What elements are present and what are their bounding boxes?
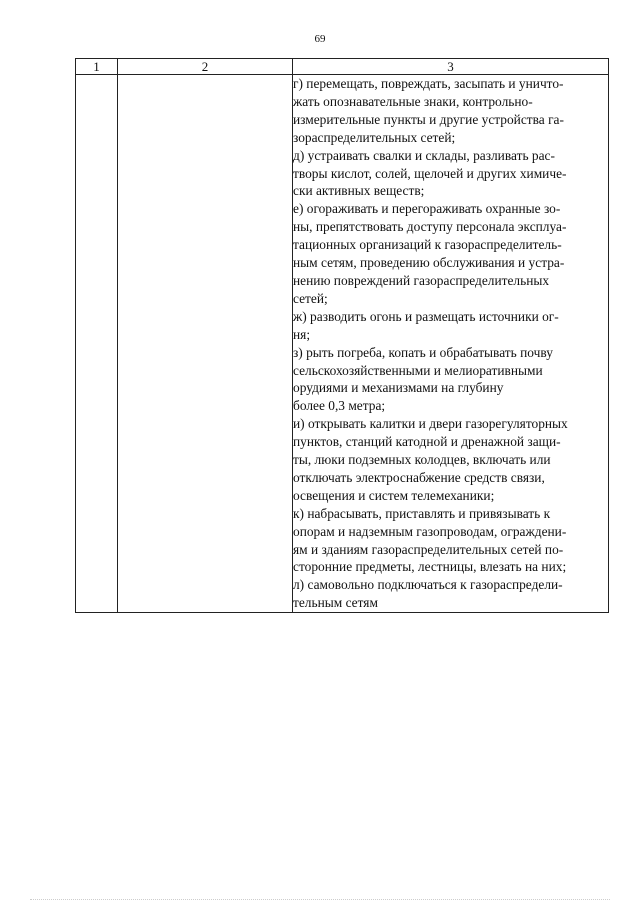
text-line: ня;: [293, 326, 311, 342]
text-line: тельным сетям: [293, 595, 378, 611]
column-header-2: 2: [118, 59, 293, 75]
text-line: д) устраивать свалки и склады, разливать рас-: [293, 147, 555, 163]
text-line: ны, препятствовать доступу персонала эксплуа-: [293, 219, 567, 235]
text-line: сельскохозяйственными и мелиоративными: [293, 362, 543, 378]
text-line: ям и зданиям газораспределительных сетей по-: [293, 541, 564, 557]
document-table: [75, 58, 609, 613]
text-line: опорам и надземным газопроводам, ограждени-: [293, 523, 567, 539]
text-line: орудиями и механизмами на глубину: [293, 380, 504, 396]
text-line: ты, люки подземных колодцев, включать или: [293, 452, 551, 468]
text-line: г) перемещать, повреждать, засыпать и уничто-: [293, 76, 564, 91]
page-number: 69: [314, 33, 326, 45]
text-line: пунктов, станций катодной и дренажной защи-: [293, 434, 561, 450]
text-line: отключать электроснабжение средств связи,: [293, 469, 545, 485]
text-line: сторонние предметы, лестницы, влезать на них;: [293, 559, 567, 575]
text-line: е) огораживать и перегораживать охранные зо-: [293, 201, 561, 217]
text-line: к) набрасывать, приставлять и привязывать к: [293, 505, 551, 521]
text-line: тационных организаций к газораспределитель-: [293, 237, 562, 253]
table-cell-col3: [293, 75, 609, 613]
scan-edge-artifact: [30, 896, 610, 900]
text-line: измерительные пункты и другие устройства га-: [293, 111, 564, 127]
text-line: л) самовольно подключаться к газораспредели-: [293, 577, 563, 593]
column-header-3: 3: [293, 59, 609, 75]
text-line: нению повреждений газораспределительных: [293, 272, 550, 288]
column-header-1: 1: [76, 59, 118, 75]
text-line: более 0,3 метра;: [293, 398, 386, 414]
text-line: ным сетям, проведению обслуживания и устра-: [293, 255, 565, 271]
table-cell-col2: [118, 75, 293, 613]
table-cell-col1: [76, 75, 118, 613]
text-line: и) открывать калитки и двери газорегуляторных: [293, 416, 568, 432]
text-line: освещения и систем телемеханики;: [293, 487, 495, 503]
text-line: сетей;: [293, 290, 328, 306]
text-line: творы кислот, солей, щелочей и других химиче-: [293, 165, 567, 181]
prohibitions-text: [293, 75, 608, 612]
text-line: з) рыть погреба, копать и обрабатывать почву: [293, 344, 553, 360]
table-row: [76, 75, 609, 613]
table-header-row: [76, 59, 609, 75]
text-line: ж) разводить огонь и размещать источники ог-: [293, 308, 559, 324]
text-line: жать опознавательные знаки, контрольно-: [293, 93, 533, 109]
text-line: зораспределительных сетей;: [293, 129, 456, 145]
text-line: ски активных веществ;: [293, 183, 425, 199]
